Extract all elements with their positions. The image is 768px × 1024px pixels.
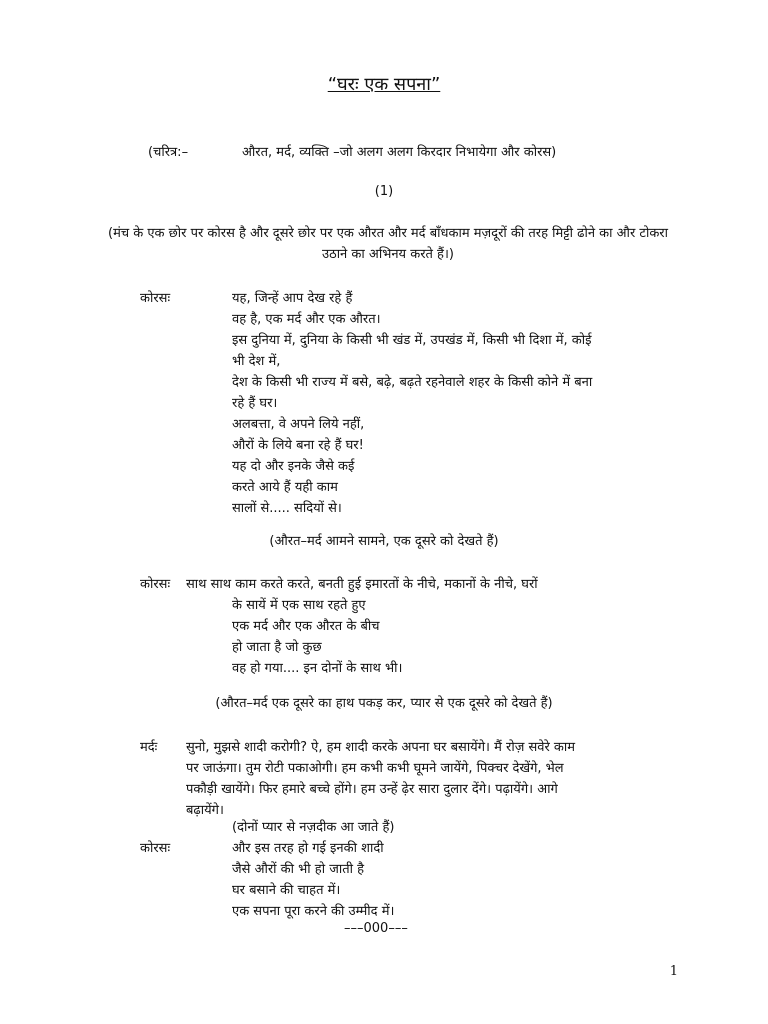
- line: पकौड़ी खायेंगे। फिर हमारे बच्चे होंगे। हम उन्हें ढ़ेर सारा दुलार देंगे। पढ़ायेंगे। आगे: [186, 782, 558, 797]
- play-title: “घरः एक सपना”: [327, 74, 441, 95]
- line: के सायें में एक साथ रहते हुए: [232, 598, 366, 613]
- line: अलबत्ता, वे अपने लिये नहीं,: [232, 417, 365, 432]
- line: रहे हैं घर।: [232, 396, 278, 411]
- line: यह, जिन्हें आप देख रहे हैं: [232, 291, 353, 306]
- line: यह दो और इनके जैसे कई: [232, 459, 355, 474]
- line: घर बसाने की चाहत में।: [232, 883, 341, 898]
- line: हो जाता है जो कुछ: [232, 640, 322, 655]
- speaker-chorus-2: कोरसः: [140, 577, 171, 592]
- chorus-lines-1: [232, 288, 592, 519]
- line: भी देश में,: [232, 354, 281, 369]
- line: एक सपना पूरा करने की उम्मीद में।: [232, 904, 395, 919]
- separator: –––000–––: [344, 921, 408, 936]
- stage-direction-3: (औरत–मर्द एक दूसरे का हाथ पकड़ कर, प्यार से एक दूसरे को देखते हैं): [215, 696, 553, 711]
- line: और इस तरह हो गई इनकी शादी: [232, 841, 384, 856]
- cast-label: (चरित्र:–: [148, 145, 189, 160]
- cast-list: [148, 142, 708, 160]
- chorus-lines-2: [232, 595, 402, 679]
- cast-text: औरत, मर्द, व्यक्ति –जो अलग अलग किरदार निभायेगा और कोरस): [242, 145, 557, 160]
- line: एक मर्द और एक औरत के बीच: [232, 619, 380, 634]
- speaker-chorus-1: कोरसः: [140, 291, 171, 306]
- line: औरों के लिये बना रहे हैं घर!: [232, 438, 364, 453]
- speaker-chorus-3: कोरसः: [140, 841, 171, 856]
- line: वह है, एक मर्द और एक औरत।: [232, 312, 381, 327]
- line: जैसे औरों की भी हो जाती है: [232, 862, 365, 877]
- page-number: 1: [669, 964, 678, 979]
- line: देश के किसी भी राज्य में बसे, बढ़े, बढ़ते रहनेवाले शहर के किसी कोने में बना: [232, 375, 593, 390]
- stage-direction-2: (औरत–मर्द आमने सामने, एक दूसरे को देखते हैं): [269, 534, 499, 549]
- line: वह हो गया.... इन दोनों के साथ भी।: [232, 661, 403, 676]
- stage-direction-1: (मंच के एक छोर पर कोरस है और दूसरे छोर पर एक औरत और मर्द बाँधकाम मज़दूरों की तरह मिट्टी ढोने का और टोकरा उठाने का अभिनय करते हैं।): [108, 226, 668, 262]
- chorus-first-line-2: साथ साथ काम करते करते, बनती हुई इमारतों के नीचे, मकानों के नीचे, घरों: [186, 577, 538, 592]
- speaker-man: मर्दः: [140, 740, 158, 755]
- stage-direction-4: (दोनों प्यार से नज़दीक आ जाते हैं): [232, 820, 395, 835]
- line: पर जाऊंगा। तुम रोटी पकाओगी। हम कभी कभी घूमने जायेंगे, पिक्चर देखेंगे, भेल: [186, 761, 564, 776]
- line: करते आये हैं यही काम: [232, 480, 338, 495]
- line: सुनो, मुझसे शादी करोगी? ऐ, हम शादी करके अपना घर बसायेंगे। मैं रोज़ सवेरे काम: [186, 740, 576, 755]
- line: बढ़ायेंगे।: [186, 803, 224, 818]
- chorus-lines-3: [232, 838, 394, 922]
- line: सालों से..... सदियों से।: [232, 501, 342, 516]
- man-dialogue: [186, 737, 575, 821]
- line: इस दुनिया में, दुनिया के किसी भी खंड में, उपखंड में, किसी भी दिशा में, कोई: [232, 333, 592, 348]
- scene-number: (1): [374, 184, 394, 199]
